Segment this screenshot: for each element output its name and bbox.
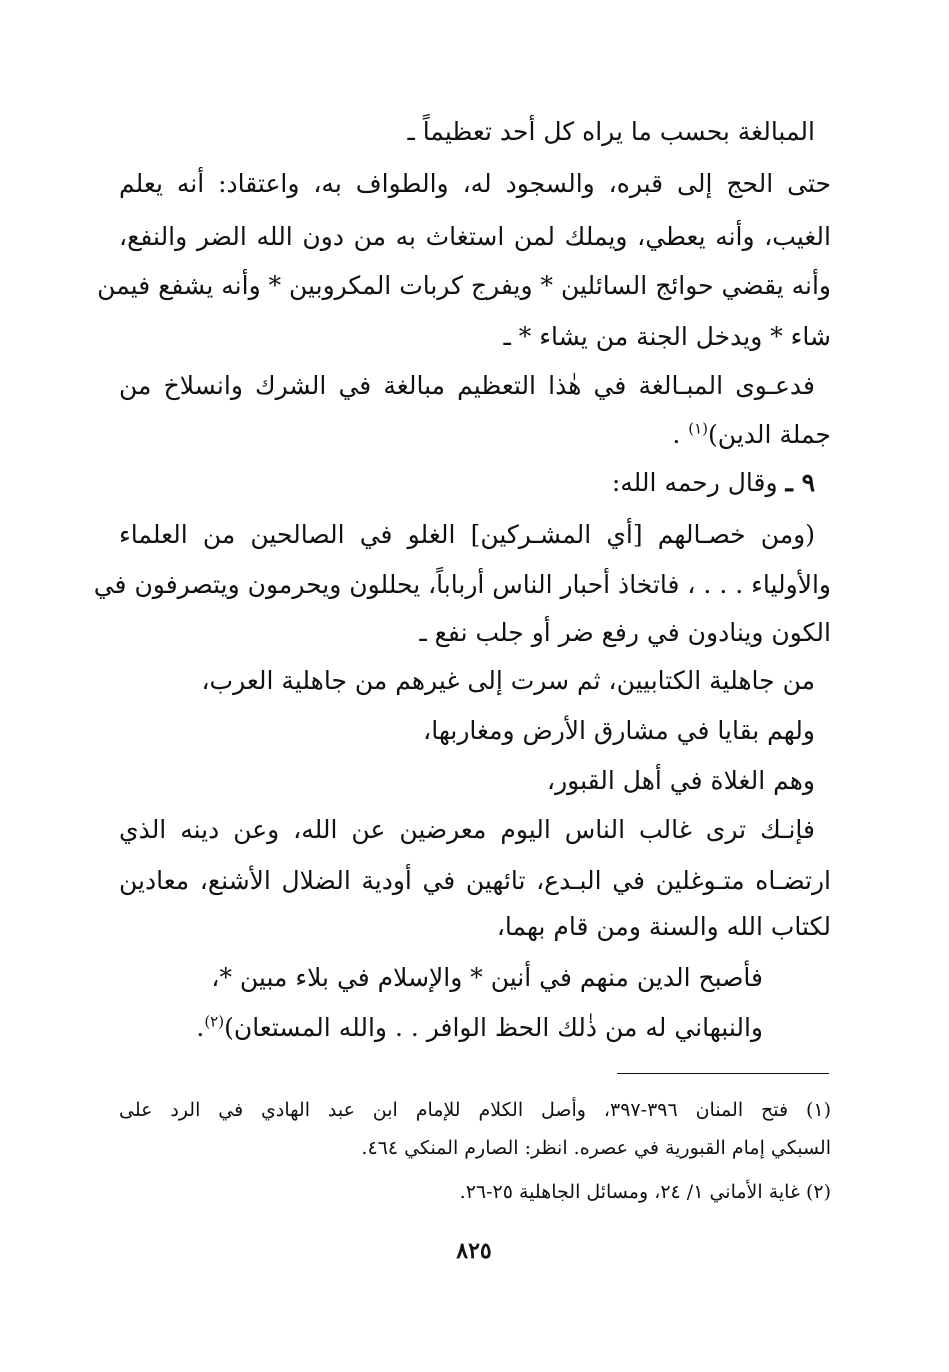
- text-line: جملة الدين)$^{(١)}$ .: [672, 419, 831, 449]
- footnote-ref: (١): [688, 419, 709, 438]
- text-line: (ومن خصـالهم [أي المشـركين] الغلو في الصالحين من العلماء: [119, 520, 815, 549]
- section-heading: ٩ ـ وقال رحمه الله:: [611, 468, 815, 497]
- footnote-line: (١) فتح المنان ٣٩٦-٣٩٧، وأصل الكلام للإمام ابن عبد الهادي في الرد على: [119, 1099, 832, 1121]
- text-line: الكون وينادون في رفع ضر أو جلب نفع ـ: [419, 618, 831, 647]
- footnote-line: السبكي إمام القبورية في عصره. انظر: الصارم المنكي ٤٦٤.: [361, 1137, 831, 1159]
- text-line: وهم الغلاة في أهل القبور،: [547, 766, 815, 795]
- text-line: المبالغة بحسب ما يراه كل أحد تعظيماً ـ: [407, 117, 815, 146]
- text-line: فأصبح الدين منهم في أنين * والإسلام في بلاء مبين *،: [211, 963, 763, 992]
- text-line: من جاهلية الكتابيين، ثم سرت إلى غيرهم من جاهلية العرب،: [201, 666, 815, 695]
- text-line: ارتضـاه متـوغلين في البـدع، تائهين في أودية الضلال الأشنع، معادين: [119, 866, 831, 895]
- footnote-ref: (٢): [204, 1012, 225, 1031]
- text-line: الغيب، وأنه يعطي، ويملك لمن استغاث به من دون الله الضر والنفع،: [119, 222, 831, 251]
- text-line: والنبهاني له من ذٰلك الحظ الوافر . . والله المستعان)$^{(٢)}$.: [196, 1012, 763, 1042]
- text-line: وأنه يقضي حوائج السائلين * ويفرج كربات المكروبين * وأنه يشفع فيمن: [97, 271, 831, 300]
- footnote-separator: [617, 1073, 829, 1074]
- text-line: شاء * ويدخل الجنة من يشاء * ـ: [503, 322, 831, 351]
- text-line: فدعـوى المبـالغة في هٰذا التعظيم مبالغة في الشرك وانسلاخ من: [119, 371, 815, 400]
- item-number: ٩ ـ: [785, 468, 815, 497]
- text-line: ولهم بقايا في مشارق الأرض ومغاربها،: [423, 716, 815, 745]
- footnote-line: (٢) غاية الأماني ١/ ٢٤، ومسائل الجاهلية ٢٥-٢٦.: [459, 1181, 831, 1203]
- text-line: فإنـك ترى غالب الناس اليوم معرضين عن الله، وعن دينه الذي: [119, 815, 815, 844]
- text-line: لكتاب الله والسنة ومن قام بهما،: [496, 912, 831, 941]
- text-line: والأولياء . . . ، فاتخاذ أحبار الناس أرباباً، يحللون ويحرمون ويتصرفون في: [93, 570, 831, 599]
- page-number: ٨٢٥: [456, 1238, 492, 1264]
- text-line: حتى الحج إلى قبره، والسجود له، والطواف به، واعتقاد: أنه يعلم: [119, 169, 831, 198]
